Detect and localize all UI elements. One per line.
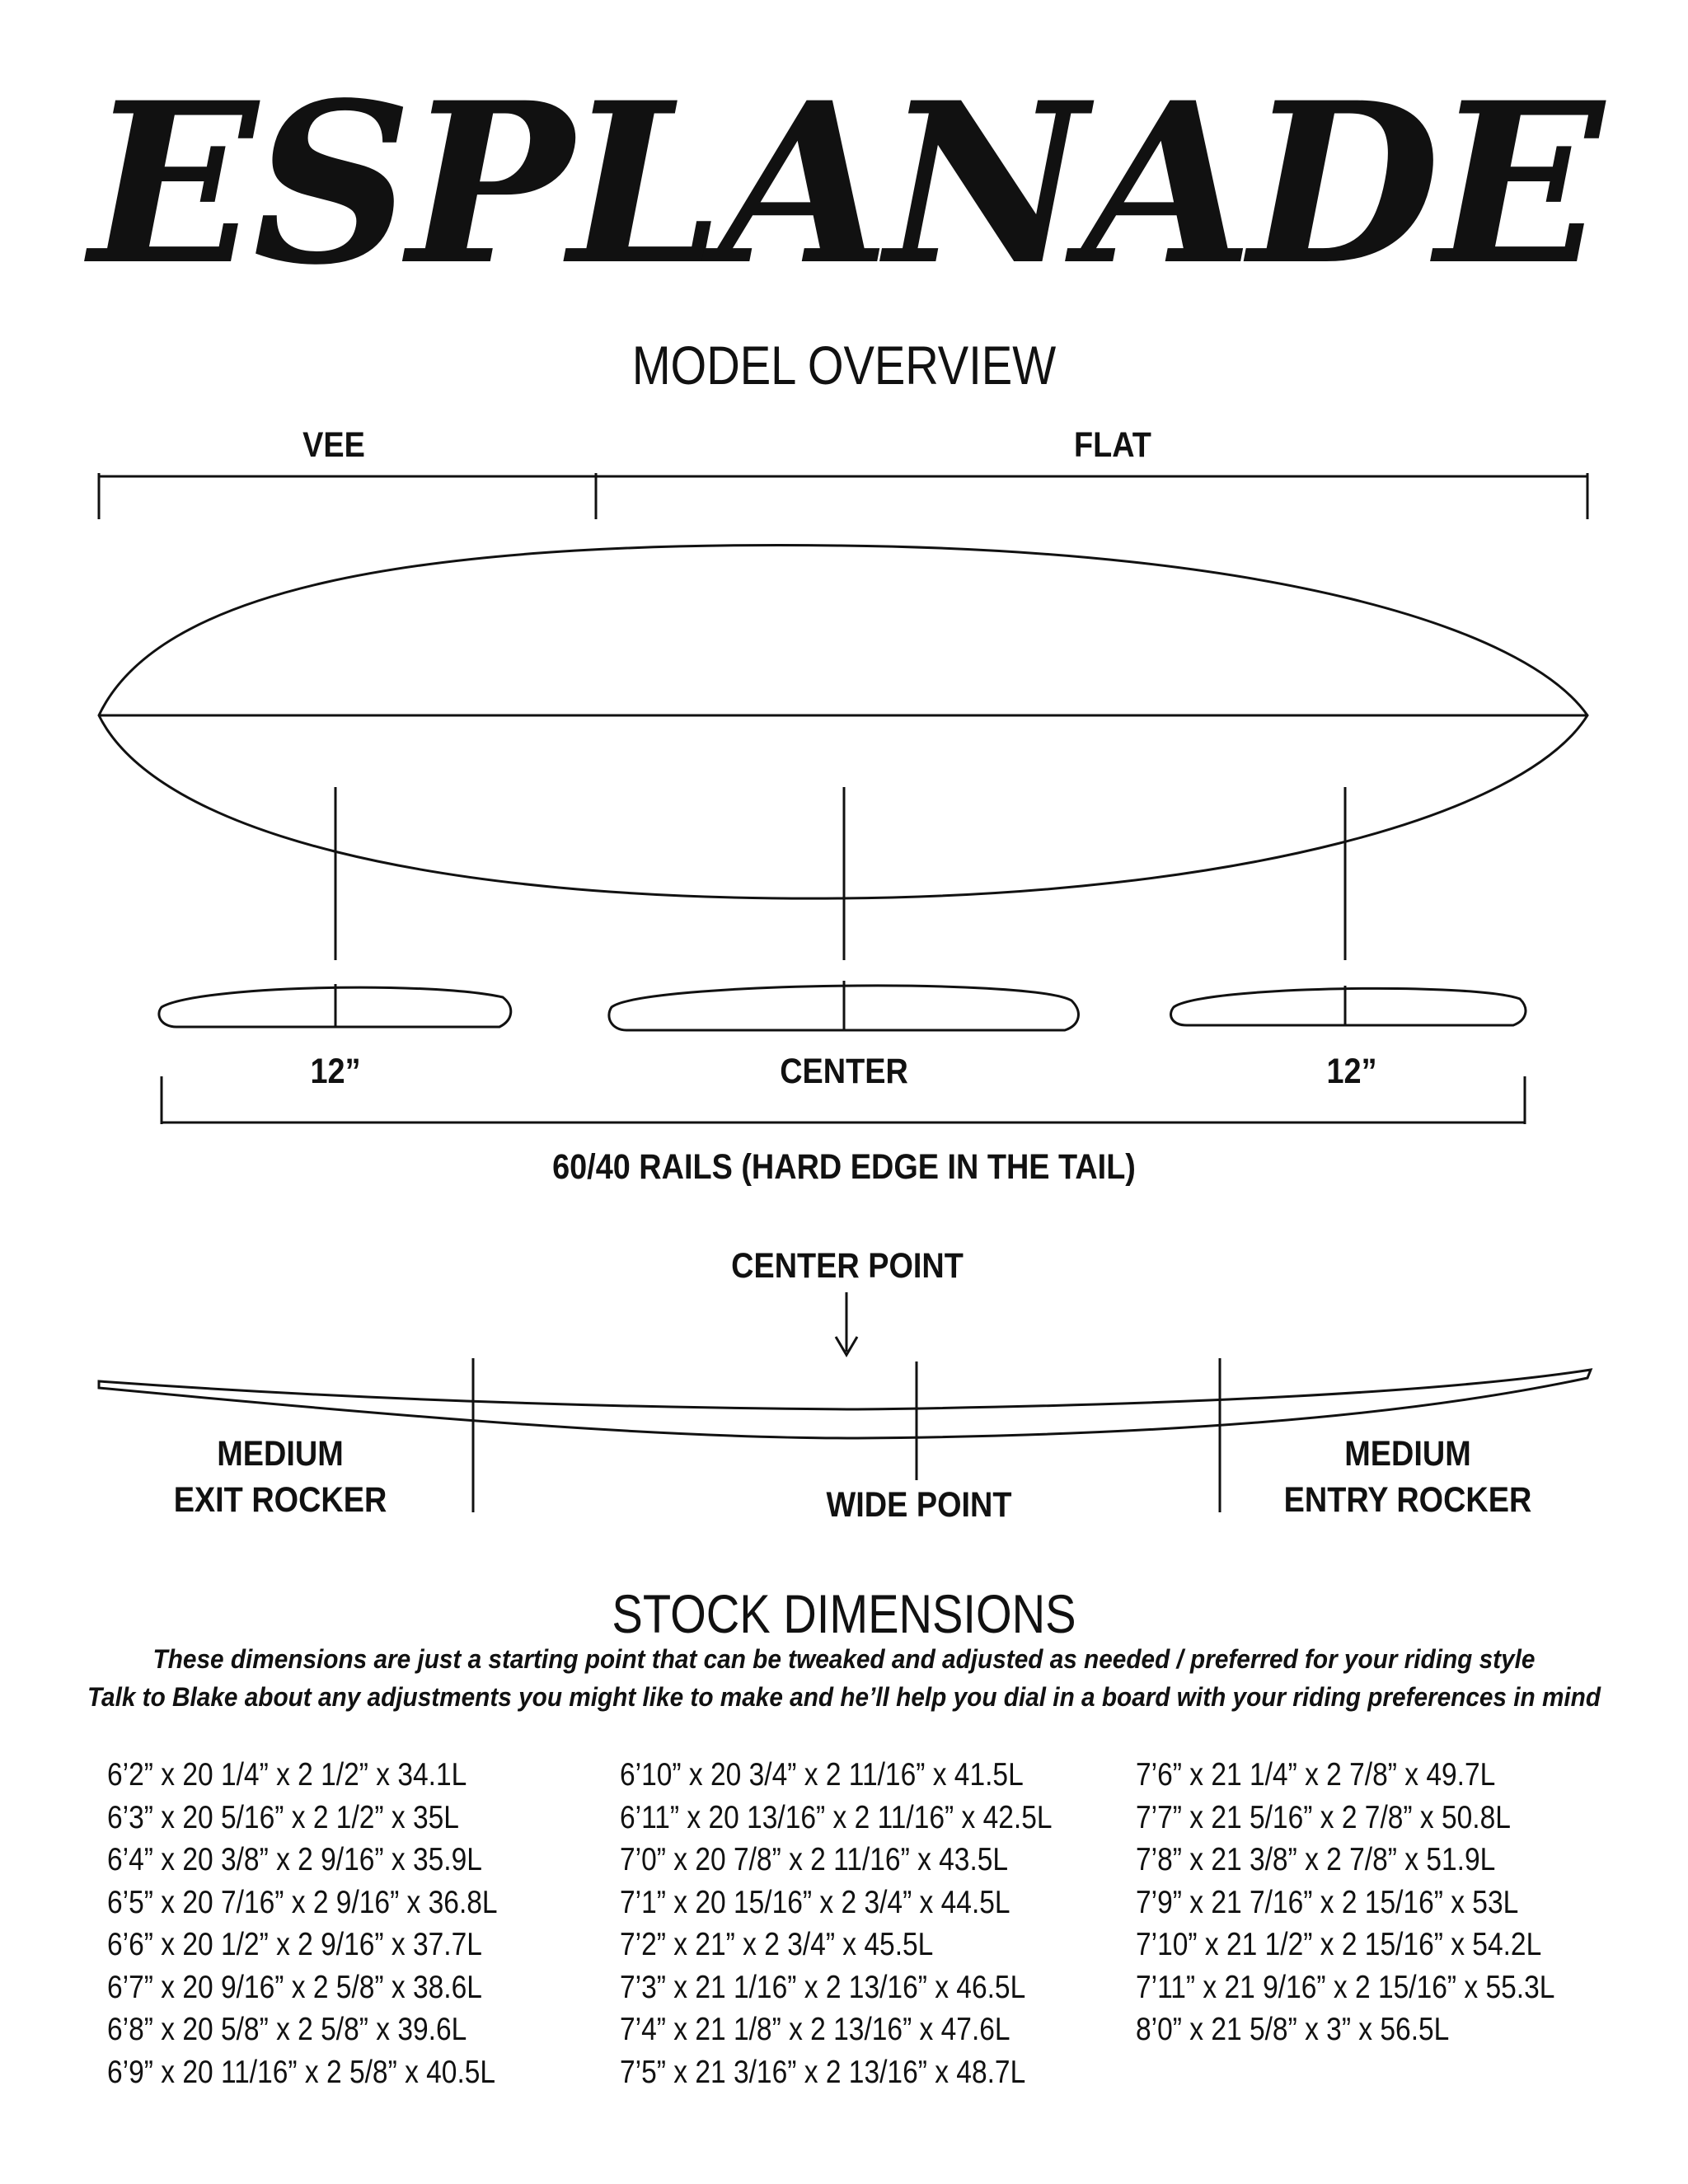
dimension-row: 7’9” x 21 7/16” x 2 15/16” x 53L bbox=[1136, 1884, 1519, 1920]
dimension-row: 6’11” x 20 13/16” x 2 11/16” x 42.5L bbox=[620, 1799, 1053, 1835]
dimension-row: 6’2” x 20 1/4” x 2 1/2” x 34.1L bbox=[107, 1757, 467, 1793]
dimensions-column-2 bbox=[620, 1754, 1123, 2093]
dimensions-column-3 bbox=[1136, 1754, 1623, 2051]
dimension-row: 6’3” x 20 5/16” x 2 1/2” x 35L bbox=[107, 1799, 459, 1835]
dimension-row: 7’10” x 21 1/2” x 2 15/16” x 54.2L bbox=[1136, 1927, 1542, 1962]
dimension-row: 7’4” x 21 1/8” x 2 13/16” x 47.6L bbox=[620, 2012, 1010, 2047]
center-point-arrow bbox=[836, 1292, 857, 1355]
dimensions-column-1 bbox=[107, 1754, 561, 2093]
entry-rocker-label bbox=[1263, 1431, 1553, 1523]
dimension-row: 6’4” x 20 3/8” x 2 9/16” x 35.9L bbox=[107, 1842, 482, 1877]
flat-label: FLAT bbox=[1074, 425, 1151, 465]
entry-rocker-line-1: MEDIUM bbox=[1344, 1434, 1471, 1474]
dimension-row: 7’1” x 20 15/16” x 2 3/4” x 44.5L bbox=[620, 1884, 1010, 1920]
rail-label-center: CENTER bbox=[780, 1052, 908, 1091]
dimension-row: 7’5” x 21 3/16” x 2 13/16” x 48.7L bbox=[620, 2054, 1026, 2090]
dimension-row: 7’2” x 21” x 2 3/4” x 45.5L bbox=[620, 1927, 934, 1962]
dimension-row: 7’8” x 21 3/8” x 2 7/8” x 51.9L bbox=[1136, 1842, 1496, 1877]
stock-note-2: Talk to Blake about any adjustments you might like to make and he’ll help you dial in a board with your riding preferences in mind bbox=[87, 1682, 1601, 1712]
entry-rocker-line-2: ENTRY ROCKER bbox=[1283, 1480, 1532, 1520]
rail-label-right: 12” bbox=[1326, 1052, 1377, 1091]
dimension-row: 7’11” x 21 9/16” x 2 15/16” x 55.3L bbox=[1136, 1969, 1555, 2005]
dimension-row: 7’0” x 20 7/8” x 2 11/16” x 43.5L bbox=[620, 1842, 1009, 1877]
brand-title: ESPLANADE bbox=[89, 54, 1599, 314]
dimension-row: 6’7” x 20 9/16” x 2 5/8” x 38.6L bbox=[107, 1969, 482, 2005]
bottom-contour-bracket bbox=[99, 473, 1587, 519]
rail-section-right bbox=[1171, 986, 1526, 1025]
wide-point-label: WIDE POINT bbox=[826, 1485, 1012, 1525]
dimension-row: 8’0” x 21 5/8” x 3” x 56.5L bbox=[1136, 2012, 1450, 2047]
dimension-row: 7’6” x 21 1/4” x 2 7/8” x 49.7L bbox=[1136, 1757, 1496, 1793]
stock-note-1: These dimensions are just a starting point that can be tweaked and adjusted as needed / preferred for your riding style bbox=[152, 1644, 1536, 1674]
dimension-row: 7’3” x 21 1/16” x 2 13/16” x 46.5L bbox=[620, 1969, 1026, 2005]
rail-section-center bbox=[609, 981, 1079, 1030]
rail-label-left: 12” bbox=[310, 1052, 361, 1091]
model-overview-title: MODEL OVERVIEW bbox=[631, 335, 1057, 396]
exit-rocker-label bbox=[135, 1431, 425, 1523]
dimension-row: 6’9” x 20 11/16” x 2 5/8” x 40.5L bbox=[107, 2054, 496, 2090]
exit-rocker-line-2: EXIT ROCKER bbox=[173, 1480, 387, 1520]
vee-label: VEE bbox=[302, 425, 365, 465]
dimension-row: 6’5” x 20 7/16” x 2 9/16” x 36.8L bbox=[107, 1884, 498, 1920]
dimension-row: 7’7” x 21 5/16” x 2 7/8” x 50.8L bbox=[1136, 1799, 1511, 1835]
rocker-profile bbox=[99, 1370, 1591, 1438]
rails-note: 60/40 RAILS (HARD EDGE IN THE TAIL) bbox=[552, 1147, 1136, 1187]
center-point-label: CENTER POINT bbox=[731, 1246, 964, 1286]
rail-section-left bbox=[159, 984, 511, 1027]
dimension-row: 6’10” x 20 3/4” x 2 11/16” x 41.5L bbox=[620, 1757, 1024, 1793]
dimension-row: 6’6” x 20 1/2” x 2 9/16” x 37.7L bbox=[107, 1927, 482, 1962]
stock-dimensions-title: STOCK DIMENSIONS bbox=[612, 1583, 1076, 1644]
exit-rocker-line-1: MEDIUM bbox=[217, 1434, 344, 1474]
dimension-row: 6’8” x 20 5/8” x 2 5/8” x 39.6L bbox=[107, 2012, 467, 2047]
